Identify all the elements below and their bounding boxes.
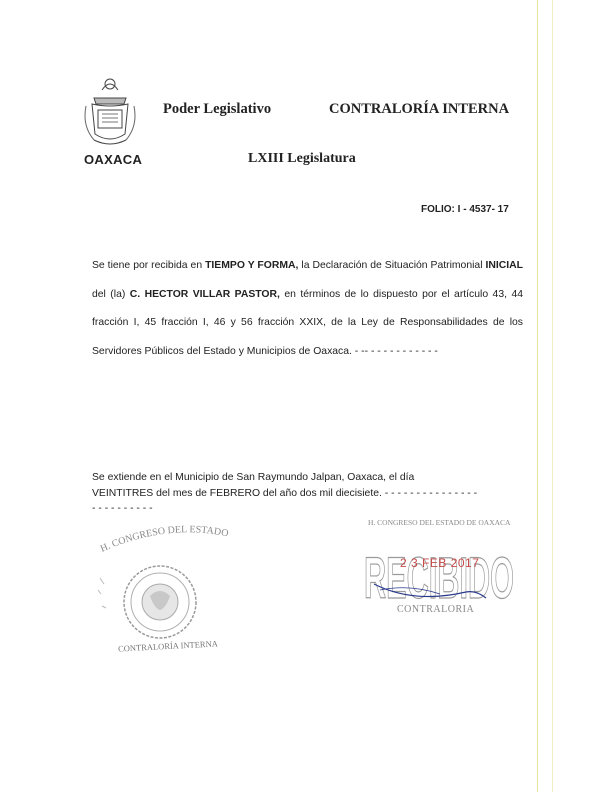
text-emphasis: TIEMPO Y FORMA,: [205, 260, 299, 271]
stamp-word: RECIBIDO: [364, 546, 514, 611]
seal-top-text: H. CONGRESO DEL ESTADO: [98, 524, 230, 555]
folio-number: FOLIO: I - 4537- 17: [421, 204, 509, 215]
text-fragment: Se tiene por recibida en: [92, 260, 206, 271]
closing-paragraph: [92, 470, 524, 517]
scan-edge-line: [537, 0, 538, 792]
oaxaca-crest-icon: [80, 76, 140, 150]
scan-edge-line: [552, 0, 553, 792]
closing-line: - - - - - - - - - -: [92, 503, 153, 514]
declarant-name: C. HECTOR VILLAR PASTOR,: [129, 288, 280, 300]
svg-text:H. CONGRESO DEL ESTADO: [99, 524, 229, 554]
closing-line: VEINTITRES del mes de FEBRERO del año dos mil diecisiete. - - - - - - - - - - - - - - -: [92, 487, 478, 499]
header-contraloria-interna: CONTRALORÍA INTERNA: [329, 101, 510, 117]
text-fragment: la Declaración de Situación Patrimonial: [298, 260, 486, 271]
text-fragment: del (la): [92, 288, 130, 300]
seal-bottom-text: CONTRALORÍA INTERNA: [117, 638, 219, 654]
stamp-bottom-text: CONTRALORIA: [397, 604, 475, 615]
stamp-top-text: H. CONGRESO DEL ESTADO DE OAXACA: [368, 518, 511, 527]
text-fragment: en términos de lo dispuesto por el artículo 43, 44 fracción I, 45 fracción I, 46 y 56 fracción XXIX, de la Ley de Responsabilidades de los Servidores Públicos del Estado y Municipios de Oaxaca. - -- - - - - - - - - - - -: [92, 288, 524, 357]
header-legislatura: LXIII Legislatura: [248, 151, 356, 166]
text-emphasis: INICIAL: [485, 260, 524, 271]
declaration-paragraph: [92, 252, 523, 366]
crest-label: OAXACA: [84, 152, 143, 167]
header-poder-legislativo: Poder Legislativo: [163, 101, 272, 117]
closing-line: Se extiende en el Municipio de San Raymundo Jalpan, Oaxaca, el día: [92, 472, 415, 483]
stamp-date: 2 3 FEB 2017: [400, 556, 480, 570]
